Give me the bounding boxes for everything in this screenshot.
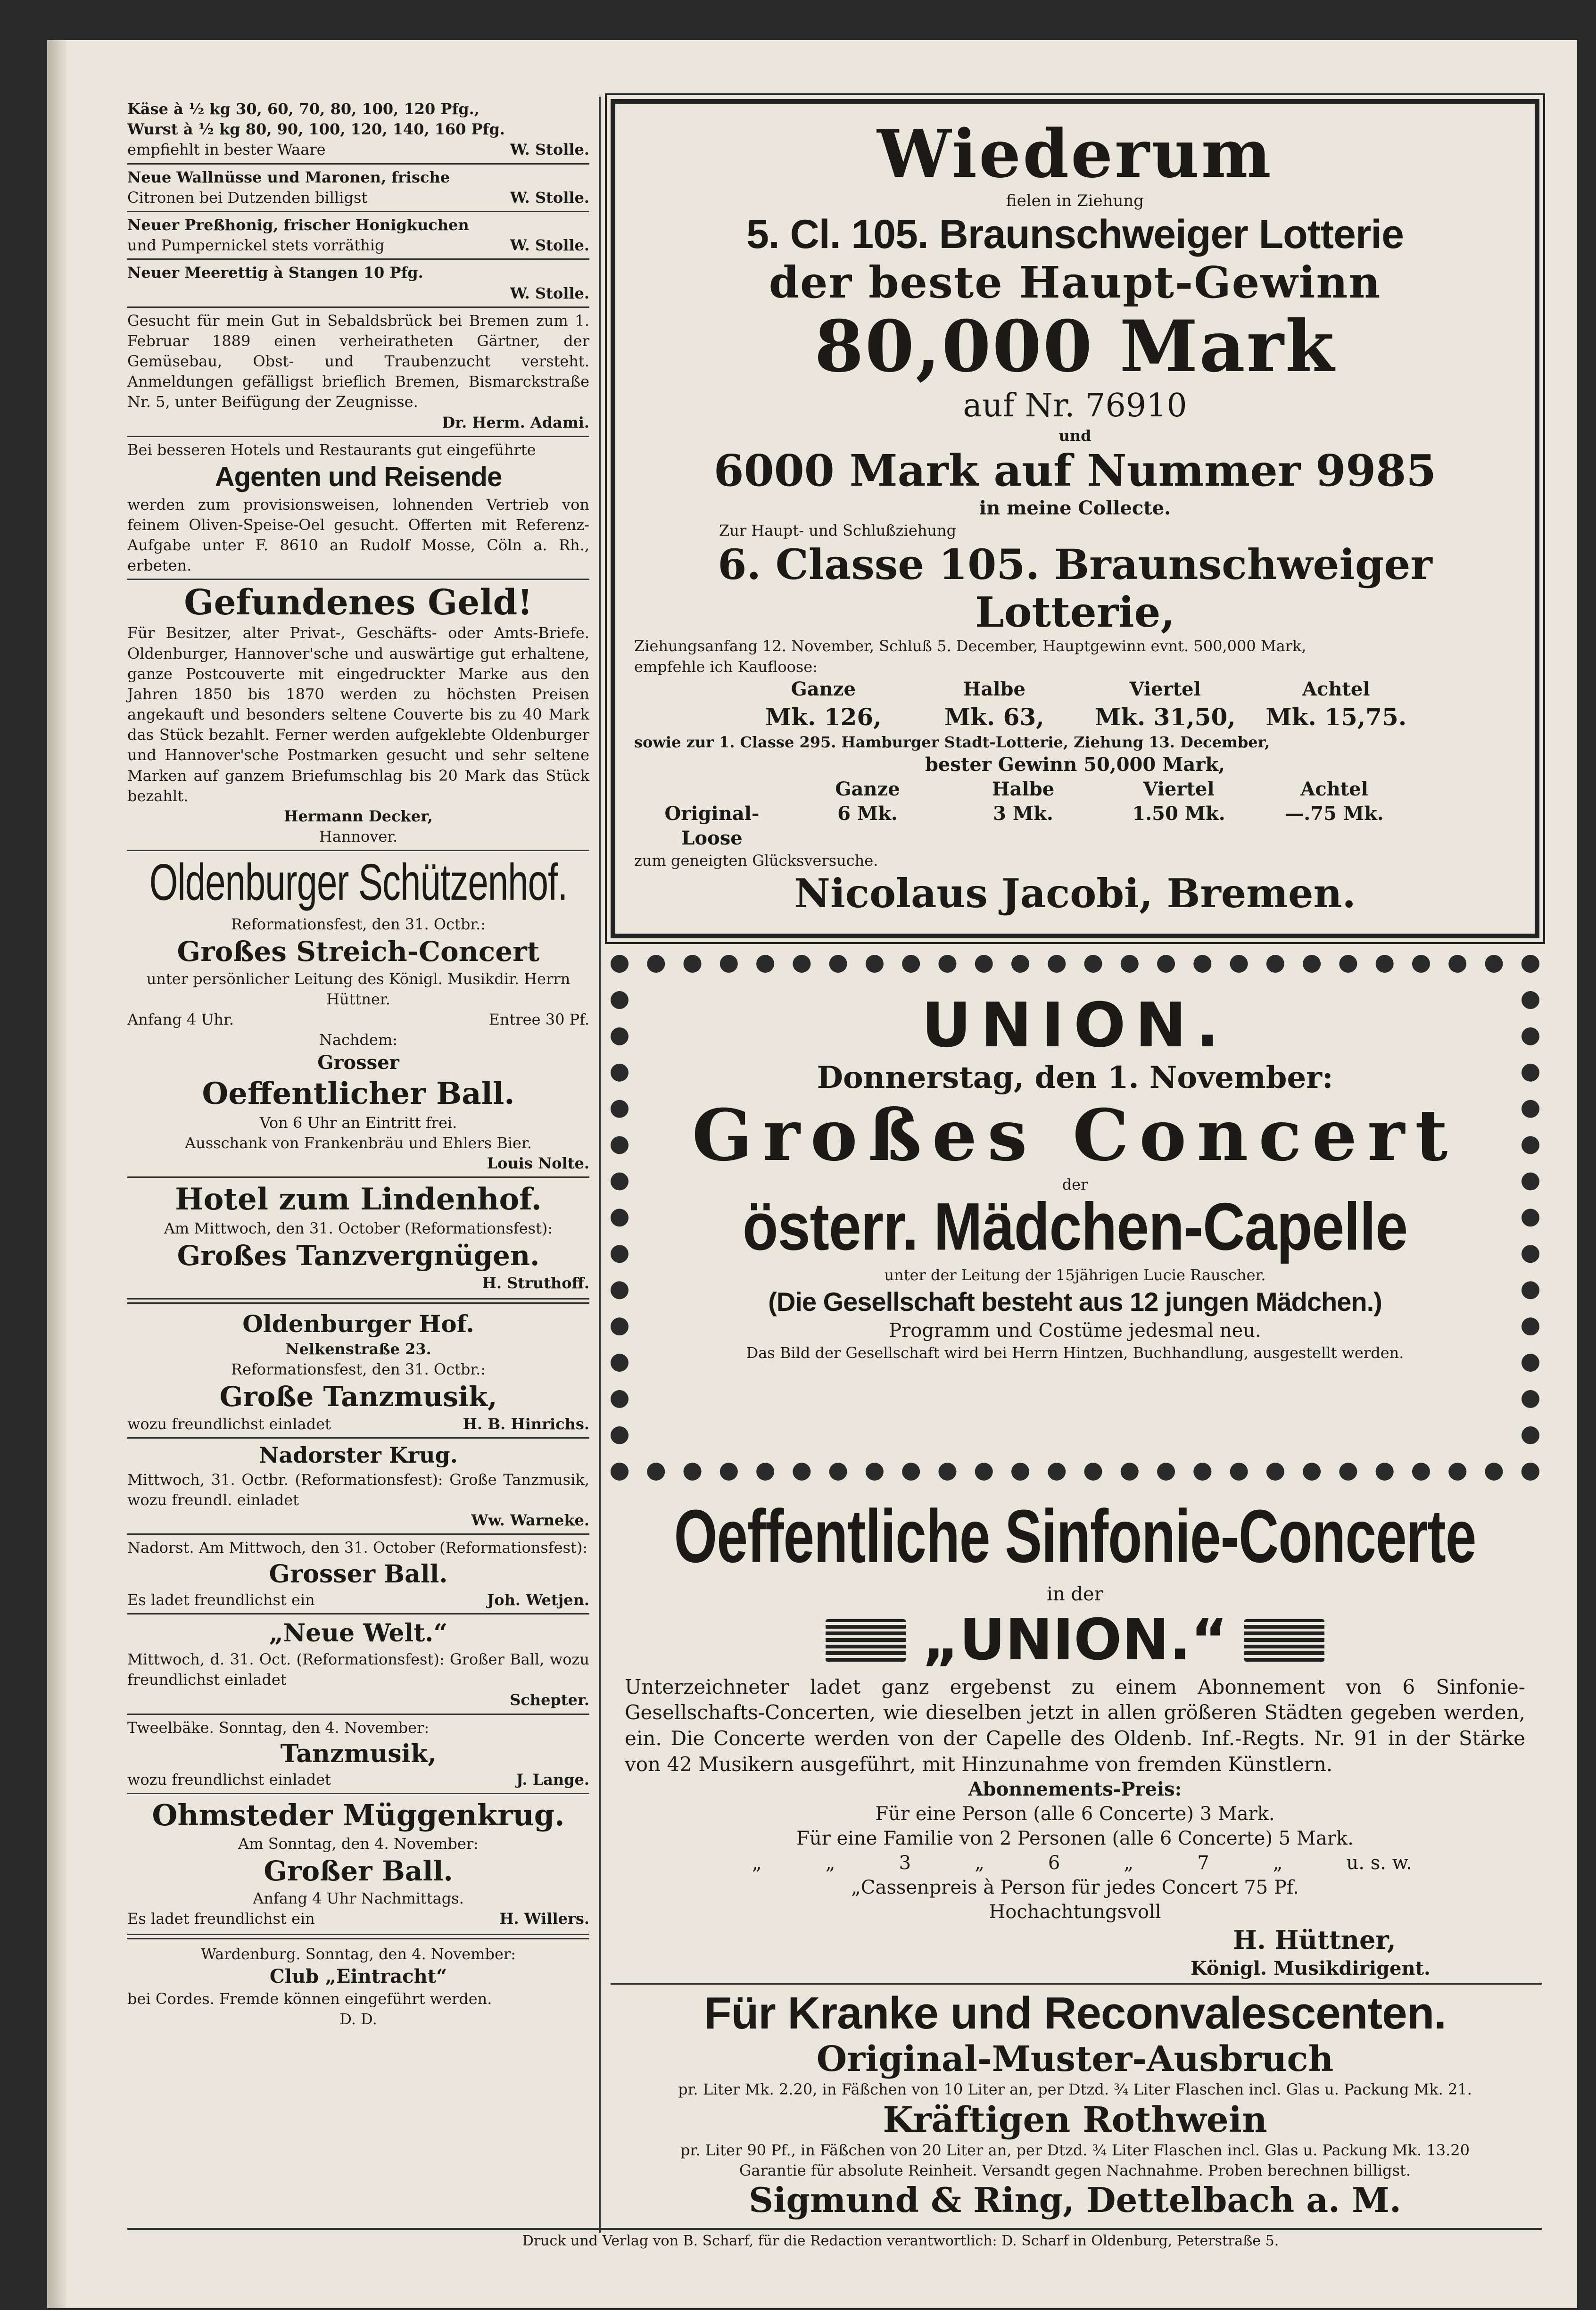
ad-text: Original-Muster-Ausbruch — [816, 2039, 1334, 2080]
price-header: Halbe — [963, 678, 1025, 700]
ditto-mark: „ — [1124, 1852, 1134, 1874]
ad-signature: Sigmund & Ring, Dettelbach a. M. — [749, 2180, 1401, 2220]
ad-wein — [611, 1987, 1539, 2220]
ad-event: Große Tanzmusik, — [219, 1381, 497, 1413]
divider — [127, 579, 589, 580]
ad-text: Ausschank von Frankenbräu und Ehlers Bier. — [185, 1134, 532, 1152]
ad-title: Gefundenes Geld! — [184, 582, 533, 623]
ad-text: Von 6 Uhr an Eintritt frei. — [259, 1113, 457, 1132]
ad-agenten — [127, 440, 589, 576]
price-header: Viertel — [1129, 678, 1201, 700]
ditto-mark: „ — [752, 1852, 762, 1874]
ad-text: Zur Haupt- und Schlußziehung — [719, 521, 957, 539]
ad-signature: Ww. Warneke. — [471, 1511, 589, 1530]
ad-signature: H. B. Hinrichs. — [463, 1415, 589, 1433]
ad-title: Oldenburger Schützenhof. — [149, 853, 568, 911]
divider — [127, 1714, 589, 1715]
ad-signature: Hermann Decker, — [284, 807, 433, 826]
divider — [127, 258, 589, 260]
ad-text: Am Sonntag, den 4. November: — [238, 1834, 479, 1853]
ad-signature: H. Willers. — [499, 1909, 589, 1928]
ad-text: der beste Haupt-Gewinn — [769, 257, 1381, 308]
ad-text: Es ladet freundlichst ein — [127, 1909, 315, 1928]
ad-text: Grosser — [317, 1051, 399, 1074]
divider — [127, 1176, 589, 1178]
ad-text: Am Mittwoch, den 31. October (Reformationsfest): — [164, 1219, 553, 1238]
ad-signature: W. Stolle. — [510, 284, 589, 302]
ad-text: Reformationsfest, den 31. Octbr.: — [231, 915, 486, 934]
price-value: u. s. w. — [1346, 1852, 1412, 1874]
ad-kaese — [127, 99, 589, 160]
ad-text: wozu freundlichst einladet — [127, 1771, 331, 1789]
ad-headline: „UNION.“ — [922, 1607, 1228, 1673]
imprint-footer: Druck und Verlag von B. Scharf, für die Redaction verantwortlich: D. Scharf in Oldenburg, Peterstraße 5. — [522, 2233, 1279, 2249]
ad-lindenhof — [127, 1181, 589, 1293]
ad-text: Programm und Costüme jedesmal neu. — [889, 1319, 1261, 1341]
price-header: Viertel — [1143, 778, 1215, 800]
ad-text: Hochachtungsvoll — [989, 1901, 1161, 1923]
ad-headline: österr. Mädchen-Capelle — [742, 1189, 1408, 1265]
ad-tweelbaeke — [127, 1718, 589, 1790]
ad-text: Neue Wallnüsse und Maronen, frische — [127, 168, 450, 186]
ad-signature: W. Stolle. — [510, 188, 589, 207]
price-line — [752, 1851, 1412, 1875]
ad-signature: H. Struthoff. — [482, 1274, 589, 1292]
price-cell: Mk. 63, — [944, 703, 1044, 731]
union-banner — [611, 1609, 1539, 1672]
ad-signature: D. D. — [339, 2010, 377, 2028]
ad-text: unter der Leitung der 15jährigen Lucie Rauscher. — [884, 1266, 1266, 1284]
ad-honig — [127, 215, 589, 256]
ad-text: Für Besitzer, alter Privat-, Geschäfts- oder Amts-Briefe. Oldenburger, Hannover'sche und auswärtige gut erhaltene, ganze Postcouverte mit eingedruckter Marke aus den Jahren 1850 bis 1870 werden zu höchsten Preisen angekauft und besonders seltene Couverte bis zu 40 Mark das Stück bezahlt. Ferner werden aufgeklebte Oldenburger und Hannover'sche Postmarken gesucht und sehr seltene Marken auf ganzem Briefumschlag bis 20 Mark das Stück bezahlt. — [127, 624, 589, 805]
price-table-2 — [634, 777, 1412, 851]
ad-event: Großes Concert — [692, 1094, 1458, 1177]
ad-text: fielen in Ziehung — [1006, 191, 1144, 210]
divider — [611, 1983, 1542, 1985]
ad-text: bester Gewinn 50,000 Mark, — [925, 753, 1225, 776]
ad-text: pr. Liter 90 Pf., in Fäßchen von 20 Liter an, per Dtzd. ¾ Liter Flaschen incl. Glas u. Packung Mk. 13.20 — [680, 2141, 1470, 2159]
ad-title: UNION. — [921, 989, 1229, 1061]
ditto-mark: „ — [825, 1852, 835, 1874]
ad-event: Tanzmusik, — [280, 1739, 437, 1768]
ad-title: Oeffentliche Sinfonie-Concerte — [674, 1494, 1476, 1579]
price-cell: 3 Mk. — [993, 802, 1053, 825]
ad-signature: Louis Nolte. — [487, 1154, 589, 1172]
ad-text: Nachdem: — [319, 1031, 398, 1049]
ad-event: Großes Tanzvergnügen. — [177, 1240, 540, 1272]
ad-text: Mittwoch, d. 31. Oct. (Reformationsfest): Großer Ball, wozu freundlichst einladet — [127, 1650, 589, 1689]
ad-text: Unterzeichneter ladet ganz ergebenst zu einem Abonnement von 6 Sinfonie-Gesellschafts-Concerten, wie dieselben jetzt in allen größeren Städten gegeben werden, ein. Die Concerte werden von der Capelle des Oldenb. Inf.-Regts. Nr. 91 in der Stärke von 42 Musikern ausgeführt, mit Hinzunahme von fremden Künstlern. — [625, 1675, 1525, 1776]
ad-signature: W. Stolle. — [510, 236, 589, 255]
price-line: Für eine Person (alle 6 Concerte) 3 Mark. — [875, 1803, 1275, 1825]
ad-text: Ziehungsanfang 12. November, Schluß 5. December, Hauptgewinn evnt. 500,000 Mark, — [634, 637, 1307, 655]
ad-title: Agenten und Reisende — [215, 462, 502, 492]
price-header: Ganze — [835, 778, 900, 800]
divider — [127, 1533, 589, 1535]
ad-ohmstede — [127, 1797, 589, 1929]
ad-text: Mittwoch, 31. Octbr. (Reformationsfest): Große Tanzmusik, wozu freundl. einladet — [127, 1470, 589, 1509]
divider — [127, 306, 589, 308]
ad-text: Nelkenstraße 23. — [285, 1340, 431, 1358]
ad-text: wozu freundlichst einladet — [127, 1415, 331, 1433]
ad-text: Es ladet freundlichst ein — [127, 1591, 315, 1609]
ad-gesucht — [127, 311, 589, 433]
ad-text: der — [1062, 1176, 1088, 1193]
ad-signature: Schepter. — [510, 1691, 589, 1709]
pointing-hand-icon — [826, 1619, 906, 1662]
column-divider — [599, 97, 601, 2233]
ad-text: Wurst à ½ kg 80, 90, 100, 120, 140, 160 Pfg. — [127, 120, 505, 139]
ad-title: Wiederum — [877, 116, 1273, 193]
ad-title: Hotel zum Lindenhof. — [175, 1182, 542, 1217]
price-header: Halbe — [992, 778, 1055, 800]
ad-geld — [127, 583, 589, 847]
ad-text: Wardenburg. Sonntag, den 4. November: — [201, 1945, 516, 1963]
ad-headline: 80,000 Mark — [814, 305, 1336, 388]
divider — [127, 1934, 589, 1939]
ad-text: Entree 30 Pf. — [488, 1010, 589, 1029]
ad-text: empfehle ich Kaufloose: — [634, 657, 818, 676]
ad-text: 5. Cl. 105. Braunschweiger Lotterie — [746, 212, 1404, 257]
ad-text: Neuer Meerettig à Stangen 10 Pfg. — [127, 264, 423, 282]
ad-text: Käse à ½ kg 30, 60, 70, 80, 100, 120 Pfg., — [127, 100, 480, 118]
ditto-mark: „ — [975, 1852, 984, 1874]
divider — [127, 163, 589, 165]
page-binding-edge — [47, 40, 66, 2308]
ad-text: werden zum provisionsweisen, lohnenden Vertrieb von feinem Oliven-Speise-Oel gesucht. Offerten mit Referenz-Aufgabe unter F. 8610 an Rudolf Mosse, Cöln a. Rh., erbeten. — [127, 495, 589, 575]
ad-text: Gesucht für mein Gut in Sebaldsbrück bei Bremen zum 1. Februar 1889 einen verheiratheten Gärtner, der Gemüsebau, Obst- und Traubenzucht versteht. Anmeldungen gefälligst brieflich Bremen, Bismarckstraße Nr. 5, unter Beifügung der Zeugnisse. — [127, 311, 589, 411]
ad-nadorst — [127, 1538, 589, 1610]
ad-nadorster-krug — [127, 1441, 589, 1531]
ad-wardenburg — [127, 1944, 589, 2030]
ad-title: Ohmsteder Müggenkrug. — [152, 1798, 565, 1833]
ad-text: in der — [1047, 1583, 1103, 1605]
price-cell: Mk. 15,75. — [1265, 703, 1407, 731]
ad-event: Oeffentlicher Ball. — [202, 1076, 515, 1111]
ad-text: Königl. Musikdirigent. — [1191, 1957, 1431, 1979]
divider — [127, 1298, 589, 1304]
price-cell: 1.50 Mk. — [1132, 802, 1225, 825]
price-cell: Mk. 126, — [765, 703, 882, 731]
ad-signature: Nicolaus Jacobi, Bremen. — [794, 870, 1356, 917]
ad-nuesse — [127, 167, 589, 208]
ad-text: unter persönlicher Leitung des Königl. Musikdir. Herrn Hüttner. — [146, 969, 571, 1008]
ad-text: Nadorst. Am Mittwoch, den 31. October (Reformationsfest): — [127, 1539, 588, 1557]
ad-text: Abonnements-Preis: — [968, 1778, 1182, 1801]
ad-text: bei Cordes. Fremde können eingeführt werden. — [127, 1990, 492, 2008]
ad-text: Bei besseren Hotels und Restaurants gut eingeführte — [127, 440, 536, 459]
ad-place: Hannover. — [319, 828, 398, 846]
price-value: 3 — [899, 1852, 911, 1874]
ad-union — [611, 955, 1539, 1481]
ad-text: Donnerstag, den 1. November: — [817, 1060, 1333, 1095]
ad-neue-welt — [127, 1617, 589, 1710]
ad-event: Großer Ball. — [264, 1855, 453, 1888]
divider — [127, 850, 589, 851]
ad-signature: H. Hüttner, — [1233, 1925, 1396, 1955]
ad-text: Garantie für absolute Reinheit. Versandt gegen Nachnahme. Proben berechnen billigst. — [739, 2161, 1411, 2179]
ad-event: Grosser Ball. — [269, 1559, 448, 1589]
ad-signature: Dr. Herm. Adami. — [442, 413, 589, 431]
price-cell: 6 Mk. — [837, 802, 898, 825]
ad-lotterie — [611, 99, 1539, 938]
divider — [127, 1437, 589, 1439]
ad-text: zum geneigten Glücksversuche. — [634, 851, 878, 869]
divider — [127, 211, 589, 212]
ad-text: Das Bild der Gesellschaft wird bei Herrn Hintzen, Buchhandlung, ausgestellt werden. — [746, 1343, 1404, 1362]
ad-text: sowie zur 1. Classe 295. Hamburger Stadt-Lotterie, Ziehung 13. December, — [634, 733, 1270, 751]
ad-event: Club „Eintracht“ — [269, 1965, 447, 1988]
divider — [127, 1793, 589, 1794]
ad-text: Neuer Preßhonig, frischer Honigkuchen — [127, 215, 469, 234]
ad-text: und — [1058, 426, 1092, 445]
price-label: Original-Loose — [664, 802, 760, 849]
ad-rettig — [127, 263, 589, 303]
ad-text: Anfang 4 Uhr Nachmittags. — [253, 1889, 464, 1907]
ad-sinfonie — [611, 1492, 1539, 1981]
price-header: Achtel — [1302, 678, 1370, 700]
price-cell: Mk. 31,50, — [1094, 703, 1236, 731]
ad-title: Nadorster Krug. — [259, 1442, 458, 1468]
ad-text: pr. Liter Mk. 2.20, in Fäßchen von 10 Liter an, per Dtzd. ¾ Liter Flaschen incl. Glas u. Packung Mk. 21. — [678, 2080, 1472, 2099]
divider — [127, 1613, 589, 1615]
ad-text: 6. Classe 105. Braunschweiger Lotterie, — [718, 540, 1432, 637]
ad-event: Großes Streich-Concert — [177, 936, 540, 968]
price-cell: —.75 Mk. — [1285, 802, 1384, 825]
ad-text: in meine Collecte. — [979, 497, 1171, 519]
ad-oldenburger-hof — [127, 1308, 589, 1434]
ad-text: und Pumpernickel stets vorräthig — [127, 236, 385, 255]
divider — [127, 2228, 1542, 2230]
pointing-hand-icon — [1244, 1619, 1324, 1662]
ad-text: Citronen bei Dutzenden billigst — [127, 188, 368, 207]
price-line: Für eine Familie von 2 Personen (alle 6 Concerte) 5 Mark. — [796, 1828, 1354, 1850]
price-table — [738, 677, 1422, 732]
price-value: 7 — [1197, 1852, 1209, 1874]
ad-text: empfiehlt in bester Waare — [127, 141, 326, 159]
ad-signature: W. Stolle. — [510, 141, 589, 159]
ad-title: Für Kranke und Reconvalescenten. — [704, 1988, 1446, 2038]
price-line: „Cassenpreis à Person für jedes Concert 75 Pf. — [851, 1877, 1299, 1899]
ad-title: Oldenburger Hof. — [242, 1309, 474, 1338]
ad-signature: Joh. Wetjen. — [487, 1591, 589, 1609]
price-header: Ganze — [791, 678, 856, 700]
price-header: Achtel — [1300, 778, 1368, 800]
ad-text: (Die Gesellschaft besteht aus 12 jungen Mädchen.) — [768, 1286, 1382, 1316]
ditto-mark: „ — [1273, 1852, 1283, 1874]
ad-schuetzenhof — [127, 853, 589, 1174]
ad-signature: J. Lange. — [516, 1771, 589, 1789]
ad-text: auf Nr. 76910 — [963, 387, 1187, 424]
left-column — [127, 99, 589, 2030]
ad-text: Reformationsfest, den 31. Octbr.: — [231, 1360, 486, 1379]
ad-text: 6000 Mark auf Nummer 9985 — [713, 445, 1437, 497]
price-value: 6 — [1048, 1852, 1060, 1874]
divider — [127, 436, 589, 437]
ad-text: Anfang 4 Uhr. — [127, 1010, 234, 1029]
ad-title: „Neue Welt.“ — [269, 1619, 448, 1648]
ad-text: Kräftigen Rothwein — [883, 2099, 1267, 2140]
ad-text: Tweelbäke. Sonntag, den 4. November: — [127, 1718, 430, 1737]
